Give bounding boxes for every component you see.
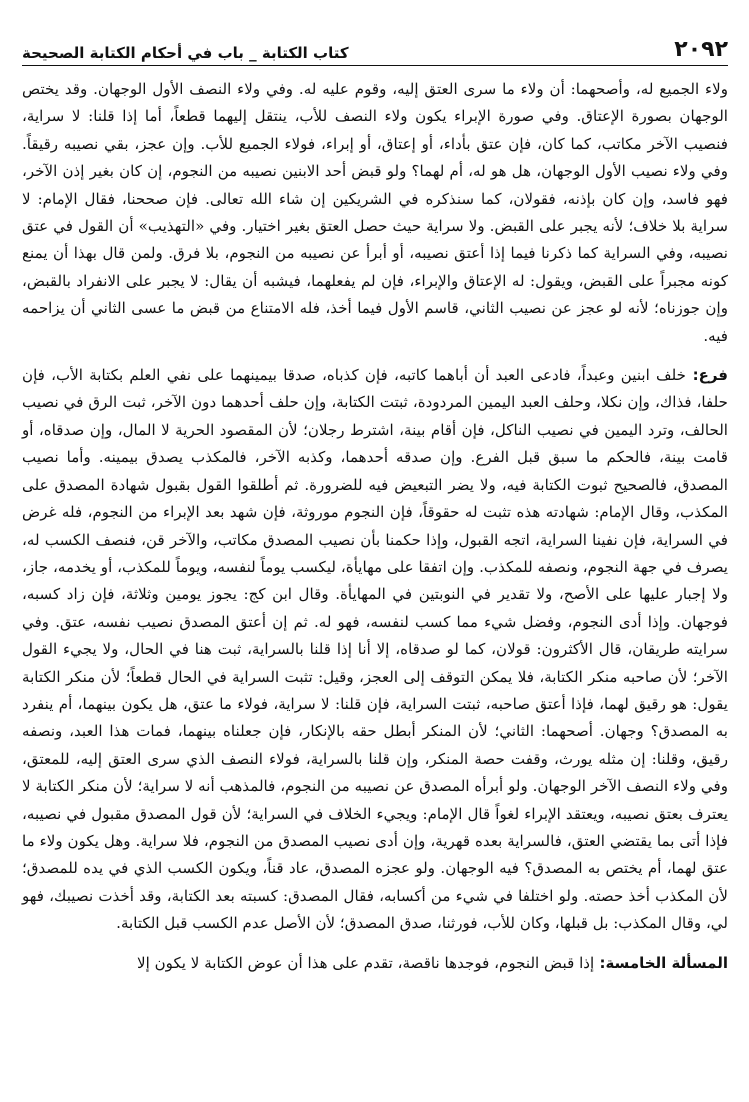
document-page <box>22 30 728 1100</box>
body-text <box>22 76 728 977</box>
paragraph-text: إذا قبض النجوم، فوجدها ناقصة، تقدم على هذا أن عوض الكتابة لا يكون إلا <box>136 953 595 972</box>
paragraph-text: ولاء الجميع له، وأصحهما: أن ولاء ما سرى العتق إليه، وقوم عليه له. وفي ولاء النصف الأول الوجهان. وقد يختص الوجهان بصورة الإعتاق. وفي صورة الإبراء يكون ولاء النصف للأب، ينتقل إليهما قطعاً، أما إذا قلنا: لا سراية، فنصيب الآخر مكاتب، كما كان، فإن عتق بأداء، أو إعتاق، أو إبراء، فولاء الجميع للأب. وإن عجز، بقي نصيبه رقيقاً. وفي ولاء نصيب الأول الوجهان، هل هو له، أم لهما؟ ولو قبض أحد الابنين نصيبه من النجوم، إن كان بغير إذن الآخر، فهو فاسد، وإن كان بإذنه، فقولان، كما سنذكره في الشريكين إن شاء الله تعالى. فإن صححنا، فقال الإمام: لا سراية بلا خلاف؛ لأنه يجبر على القبض. ولا سراية حيث حصل العتق بغير اختيار. وفي «التهذيب» أن القول في عتق نصيبه، وفي السراية كما ذكرنا فيما إذا أعتق نصيبه، أو أبرأ عن نصيبه من النجوم، بلا فرق. ولمن قال بهذا أن يمنع كونه مجبراً على القبض، ويقول: له الإعتاق والإبراء، فإن لم يفعلهما، فيشبه أن يقال: لا يجبر على الانفراد بالقبض، وإن جوزناه؛ لأنه لو عجز عن نصيب الثاني، قاسم الأول فيما أخذ، فله الامتناع من قبض ما عسى الثاني أن يزاحمه فيه. <box>22 80 728 345</box>
page-header <box>22 30 728 66</box>
paragraph <box>22 76 728 350</box>
page-number: ٢٠٩٢ <box>674 37 728 62</box>
section-lead: المسألة الخامسة: <box>594 953 728 972</box>
paragraph-text: خلف ابنين وعبداً، فادعى العبد أن أباهما كاتبه، فإن كذباه، صدقا بيمينهما على نفي العلم بكتابة الأب، فإن حلفا، فذاك، وإن نكلا، وحلف العبد اليمين المردودة، ثبتت الكتابة، وإن حلف أحدهما دون الآخر، ثبت الرق في نصيب الحالف، وترد اليمين في نصيب الناكل، فإن أقام بينة، اشترط رجلان؛ لأن المقصود الحرية لا المال، وإن صدقاه، أو قامت بينة، فالحكم ما سبق قبل الفرع. وإن صدقه أحدهما، وكذبه الآخر، فالمكذب يصدق بيمينه. وأما نصيب المصدق، فالصحيح ثبوت الكتابة فيه، ولا يضر التبعيض فيه للضرورة. ثم أطلقوا القول بقبول شهادة المصدق على المكذب، وقال الإمام: شهادته هذه تثبت له حقوقاً، فإن النجوم موروثة، فإن شهد بعد الإبراء من النجوم، فله غرض في السراية، فإن نفينا السراية، اتجه القبول، وإذا حكمنا بأن نصيب المصدق مكاتب، والآخر قن، فنصف الكسب له، يصرف في جهة النجوم، ونصفه للمكذب. وإن اتفقا على مهايأة، ليكسب يوماً لنفسه، ويوماً للمكذب، أو يخدمه، جاز، ولا إجبار عليها على الأصح، ولا تقدير في النوبتين في المهايأة. وقال ابن كج: يجوز يومين وثلاثة، فإن زاد كسبه، فوجهان. وإذا أدى النجوم، وفضل شيء مما كسب لنفسه، فهو له. ثم إن أعتق المصدق نصيب نفسه، عتق. وفي سرايته طريقان، قال الأكثرون: قولان، كما لو صدقاه، إلا أنا إذا قلنا بالسراية، ثبت هنا في الحال، ولا يجيء القول الآخر؛ لأن صاحبه منكر الكتابة، فلا يمكن التوقف إلى العجز، وقيل: تثبت السراية في الحال قطعاً؛ لأن منكر الكتابة يقول: هو رقيق لهما، فإذا أعتق صاحبه، ثبتت السراية، فإن قلنا: لا سراية، فولاء ما عتق، هل يكون بينهما، أم ينفرد به المصدق؟ وجهان. أصحهما: الثاني؛ لأن المنكر أبطل حقه بالإنكار، فإن جعلناه بينهما، فمات هذا العبد، ونصفه رقيق، وقلنا: إن مثله يورث، وقفت حصة المنكر، وإن قلنا بالسراية، فولاء النصف الذي سرى العتق إليه، للمعتق، وفي ولاء النصف الآخر الوجهان. ولو أبرأه المصدق عن نصيبه من النجوم، فالمذهب أنه لا سراية؛ لأن منكر الكتابة لا يعترف بعتق نصيبه، ويعتقد الإبراء لغواً قال الإمام: ويجيء الخلاف في السراية؛ لأن قول المصدق مقبول في نصيبه، فإذا أتى بما يقتضي العتق، فالسراية بعده قهرية، وإن أدى نصيب المصدق من النجوم، فلا سراية. وهل يكون ولاء ما عتق لهما، أم يختص به المصدق؟ فيه الوجهان. ولو عجزه المصدق، عاد قناً، ويكون الكسب الذي في يده للمصدق؛ لأن المكذب أخذ حصته. ولو اختلفا في شيء من أكسابه، فقال المصدق: كسبته بعد الكتابة، وقد أخذت نصيبك، فهو لي، وقال المكذب: بل قبلها، وكان للأب، فورثنا، صدق المصدق؛ لأن الأصل عدم الكسب قبل الكتابة. <box>22 366 728 933</box>
paragraph <box>22 950 728 977</box>
section-lead: فرع: <box>685 366 728 385</box>
paragraph <box>22 362 728 938</box>
running-title: كتاب الكتابة _ باب في أحكام الكتابة الصحيحة <box>22 44 349 62</box>
